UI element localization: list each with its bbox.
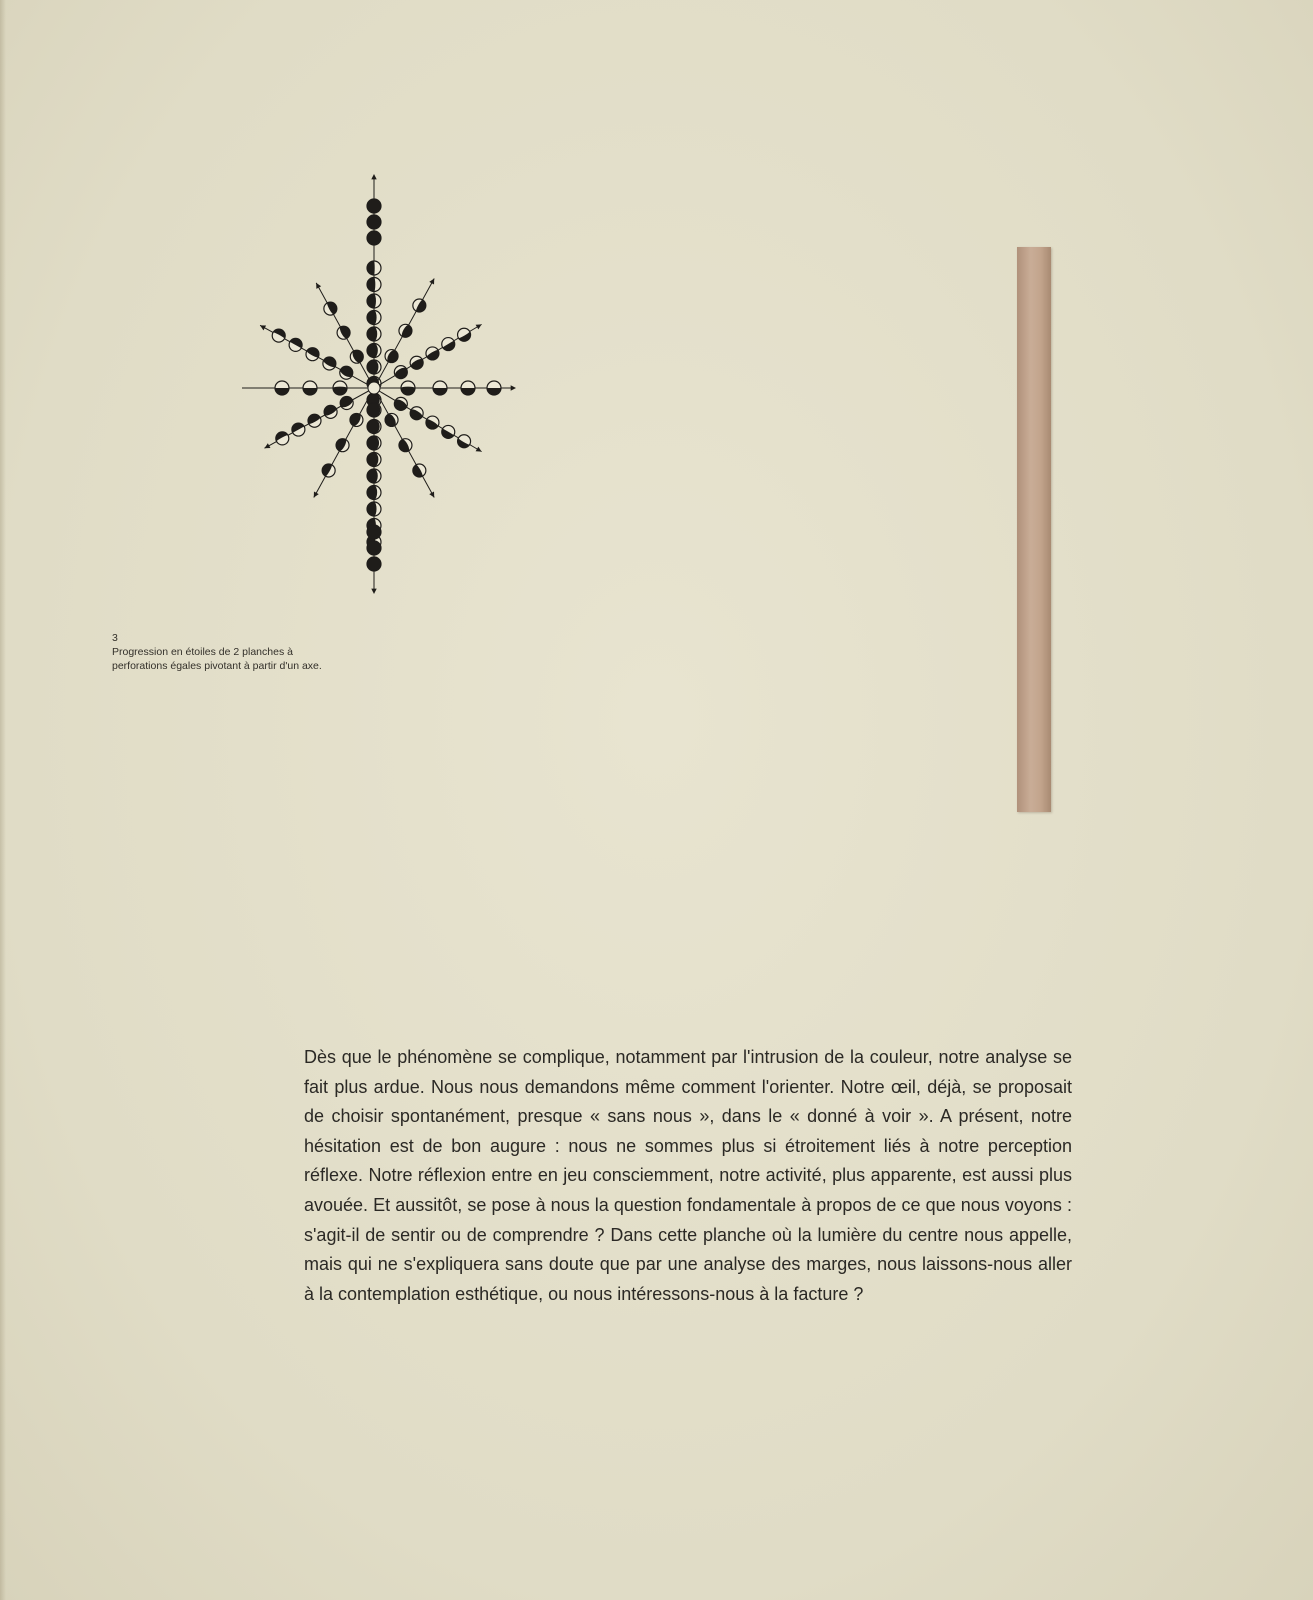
perforation-disc-filled: [367, 231, 381, 245]
perforation-shade: [433, 388, 447, 395]
figure-number: 3: [112, 632, 118, 644]
body-text: [304, 1043, 1072, 1309]
perforation-shade: [461, 388, 475, 395]
arrowhead: [511, 385, 516, 390]
perforation-disc-filled: [367, 215, 381, 229]
figure-caption-text: Progression en étoiles de 2 planches à perforations égales pivotant à partir d'un axe.: [112, 646, 322, 672]
perforation-disc-filled: [367, 541, 381, 555]
perforation-shade: [367, 261, 375, 275]
perforation-disc-filled: [367, 199, 381, 213]
perforation-disc-filled: [367, 557, 381, 571]
arrowhead: [371, 589, 376, 594]
perforation-shade: [275, 388, 289, 395]
tipped-in-color-strip: [1017, 247, 1051, 812]
arrowhead: [371, 174, 376, 179]
star-diagram-svg: [236, 170, 536, 610]
perforation-shade: [487, 388, 501, 395]
perforation-disc-filled: [367, 525, 381, 539]
figure-caption: [112, 631, 322, 673]
body-paragraph: Dès que le phénomène se complique, notamment par l'intrusion de la couleur, notre analyse se fait plus ardue. Nous nous demandons même comment l'orienter. Notre œil, déjà, se proposait de choisir spontanément, presque « sans nous », dans le « donné à voir ». A présent, notre hésitation est de bon augure : nous ne sommes plus si étroitement liés à notre perception réflexe. Notre réflexion entre en jeu consciemment, notre activité, plus apparente, est aussi plus avouée. Et aussitôt, se pose à nous la question fondamentale à propos de ce que nous voyons : s'agit-il de sentir ou de comprendre ? Dans cette planche où la lumière du centre nous appelle, mais qui ne s'expliquera sans doute que par une analyse des marges, nous laissons-nous aller à la contemplation esthétique, ou nous intéressons-nous à la facture ?: [304, 1047, 1072, 1304]
perforation-shade: [303, 388, 317, 395]
center-disc: [368, 382, 380, 394]
star-progression-diagram: [236, 170, 536, 610]
